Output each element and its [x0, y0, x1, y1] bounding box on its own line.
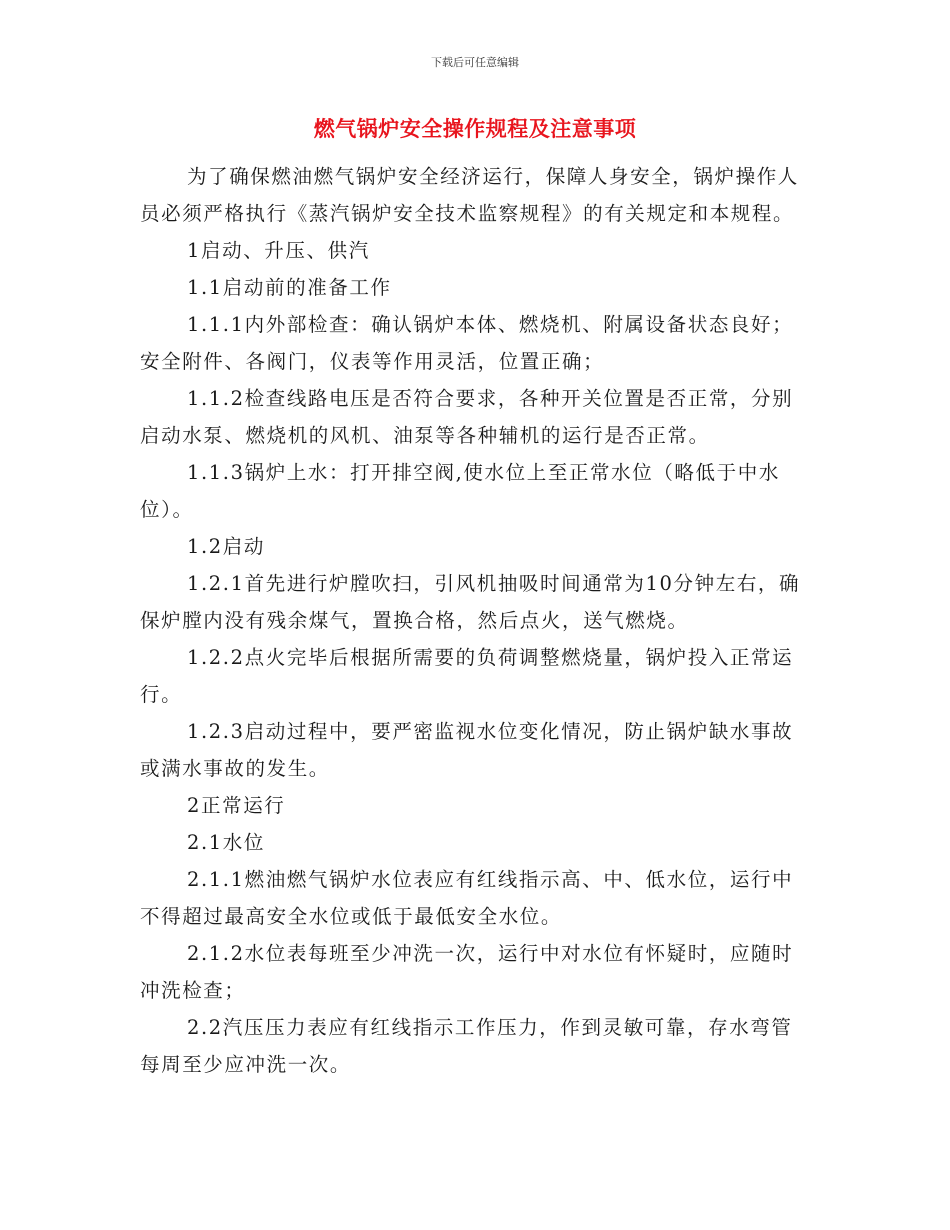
paragraph-2-1-1: 2.1.1燃油燃气锅炉水位表应有红线指示高、中、低水位，运行中不得超过最高安全水位或低于最低安全水位。	[140, 868, 794, 928]
paragraph-1-2-2: 1.2.2点火完毕后根据所需要的负荷调整燃烧量，锅炉投入正常运行。	[140, 646, 794, 706]
header-note: 下载后可任意编辑	[431, 56, 519, 69]
subsection-heading-1-1: 1.1启动前的准备工作	[187, 276, 392, 299]
subsection-heading-2-1: 2.1水位	[187, 831, 266, 854]
paragraph-1-1-3: 1.1.3锅炉上水：打开排空阀,使水位上至正常水位（略低于中水位）。	[140, 461, 780, 521]
paragraph-1-1-2: 1.1.2检查线路电压是否符合要求，各种开关位置是否正常，分别启动水泵、燃烧机的风机、油泵等各种辅机的运行是否正常。	[140, 387, 794, 447]
section-heading-2: 2正常运行	[187, 794, 286, 817]
subsection-heading-1-2: 1.2启动	[187, 535, 266, 558]
document-title: 燃气锅炉安全操作规程及注意事项	[313, 117, 637, 141]
section-heading-1: 1启动、升压、供汽	[187, 239, 370, 262]
paragraph-1-2-3: 1.2.3启动过程中，要严密监视水位变化情况，防止锅炉缺水事故或满水事故的发生。	[140, 720, 794, 780]
paragraph-1-2-1: 1.2.1首先进行炉膛吹扫，引风机抽吸时间通常为10分钟左右，确保炉膛内没有残余煤气，置换合格，然后点火，送气燃烧。	[140, 572, 801, 632]
paragraph-intro: 为了确保燃油燃气锅炉安全经济运行，保障人身安全，锅炉操作人员必须严格执行《蒸汽锅炉安全技术监察规程》的有关规定和本规程。	[140, 165, 799, 225]
paragraph-2-1-2: 2.1.2水位表每班至少冲洗一次，运行中对水位有怀疑时，应随时冲洗检查；	[140, 942, 794, 1002]
paragraph-1-1-1: 1.1.1内外部检查：确认锅炉本体、燃烧机、附属设备状态良好；安全附件、各阀门，仪表等作用灵活，位置正确；	[140, 313, 794, 373]
paragraph-2-2: 2.2汽压压力表应有红线指示工作压力，作到灵敏可靠，存水弯管每周至少应冲洗一次。	[140, 1016, 793, 1076]
document-body	[140, 158, 812, 1083]
